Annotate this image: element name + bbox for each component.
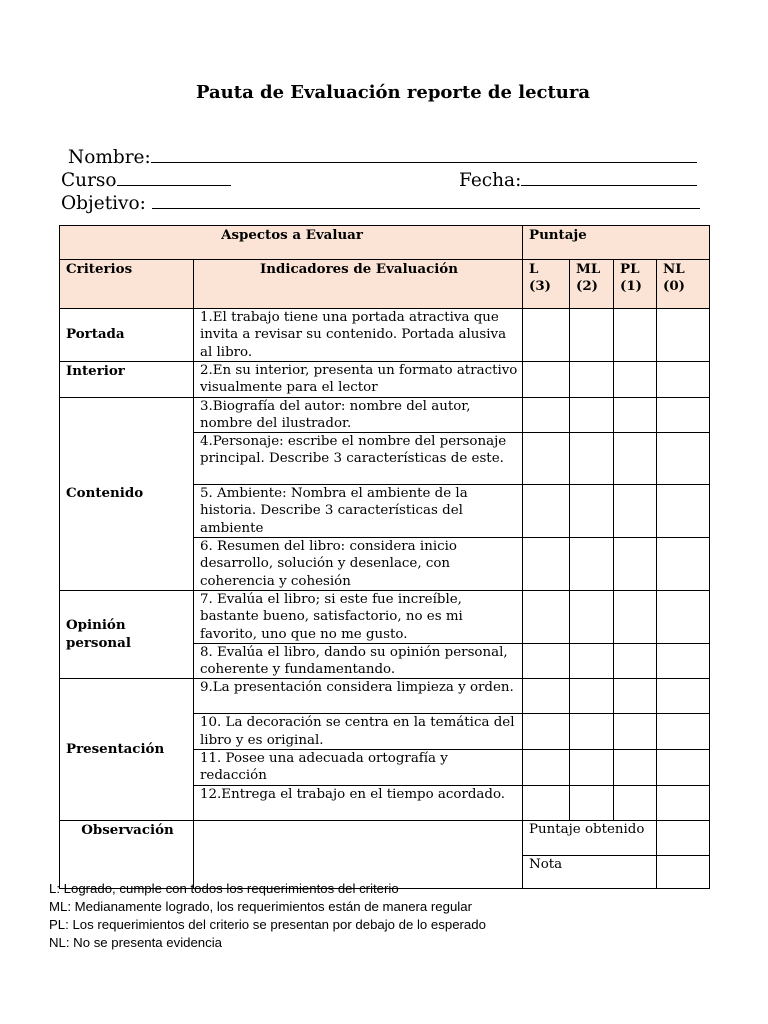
score-cell[interactable]	[523, 397, 570, 433]
score-cell[interactable]	[657, 643, 710, 679]
score-cell[interactable]	[657, 750, 710, 786]
criterion-presentacion: Presentación	[60, 679, 194, 820]
indicator-2: 2.En su interior, presenta un formato atractivo visualmente para el lector	[194, 362, 523, 398]
score-cell[interactable]	[523, 714, 570, 750]
level-header-l: L (3)	[523, 260, 570, 309]
criterion-contenido: Contenido	[60, 397, 194, 590]
table-row	[60, 309, 710, 362]
header-row-levels	[60, 260, 710, 309]
score-cell[interactable]	[570, 750, 614, 786]
score-cell[interactable]	[614, 590, 657, 643]
score-cell[interactable]	[523, 590, 570, 643]
score-cell[interactable]	[614, 309, 657, 362]
score-cell[interactable]	[614, 785, 657, 820]
score-cell[interactable]	[614, 433, 657, 485]
score-cell[interactable]	[523, 309, 570, 362]
score-cell[interactable]	[570, 590, 614, 643]
header-row-aspects	[60, 226, 710, 260]
name-field[interactable]	[68, 145, 697, 169]
observation-input[interactable]	[194, 820, 523, 888]
table-row	[60, 590, 710, 643]
score-cell[interactable]	[657, 362, 710, 398]
score-cell[interactable]	[657, 679, 710, 714]
level-header-pl: PL (1)	[614, 260, 657, 309]
indicator-6: 6. Resumen del libro: considera inicio desarrollo, solución y desenlace, con coherencia y cohesión	[194, 538, 523, 591]
score-cell[interactable]	[570, 679, 614, 714]
score-cell[interactable]	[570, 485, 614, 538]
score-cell[interactable]	[570, 785, 614, 820]
criteria-header: Criterios	[60, 260, 194, 309]
score-cell[interactable]	[614, 643, 657, 679]
indicator-7: 7. Evalúa el libro; si este fue increíble, bastante bueno, satisfactorio, no es mi favorito, uno que no me gusto.	[194, 590, 523, 643]
legend-item-pl: PL: Los requerimientos del criterio se presentan por debajo de lo esperado	[49, 917, 486, 932]
level-header-nl: NL (0)	[657, 260, 710, 309]
legend-item-nl: NL: No se presenta evidencia	[49, 935, 223, 950]
score-cell[interactable]	[614, 397, 657, 433]
table-row	[60, 397, 710, 433]
score-cell[interactable]	[570, 643, 614, 679]
course-field[interactable]	[61, 168, 231, 192]
score-cell[interactable]	[614, 679, 657, 714]
score-cell[interactable]	[523, 433, 570, 485]
observation-row	[60, 820, 710, 855]
score-cell[interactable]	[523, 785, 570, 820]
score-obtained-input[interactable]	[657, 820, 710, 855]
document-title: Pauta de Evaluación reporte de lectura	[195, 82, 591, 103]
score-cell[interactable]	[570, 309, 614, 362]
indicator-9: 9.La presentación considera limpieza y orden.	[194, 679, 523, 714]
level-header-ml: ML (2)	[570, 260, 614, 309]
indicator-8: 8. Evalúa el libro, dando su opinión personal, coherente y fundamentando.	[194, 643, 523, 679]
score-cell[interactable]	[570, 714, 614, 750]
table-row	[60, 679, 710, 714]
name-label: Nombre:	[68, 147, 151, 168]
score-cell[interactable]	[570, 538, 614, 591]
objective-label: Objetivo:	[61, 193, 146, 214]
indicator-3: 3.Biografía del autor: nombre del autor, nombre del ilustrador.	[194, 397, 523, 433]
score-cell[interactable]	[523, 679, 570, 714]
legend-item-l: L: Logrado, cumple con todos los requerimientos del criterio	[49, 881, 399, 896]
indicator-12: 12.Entrega el trabajo en el tiempo acordado.	[194, 785, 523, 820]
score-cell[interactable]	[570, 397, 614, 433]
score-cell[interactable]	[523, 643, 570, 679]
score-cell[interactable]	[523, 485, 570, 538]
date-label: Fecha:	[459, 170, 522, 191]
score-header: Puntaje	[523, 226, 710, 260]
criterion-interior: Interior	[60, 362, 194, 398]
score-cell[interactable]	[523, 362, 570, 398]
score-cell[interactable]	[657, 785, 710, 820]
grade-input[interactable]	[657, 855, 710, 888]
score-cell[interactable]	[523, 750, 570, 786]
score-cell[interactable]	[657, 309, 710, 362]
indicator-11: 11. Posee una adecuada ortografía y redacción	[194, 750, 523, 786]
score-cell[interactable]	[657, 397, 710, 433]
score-cell[interactable]	[570, 362, 614, 398]
date-field[interactable]	[459, 168, 697, 192]
score-cell[interactable]	[657, 590, 710, 643]
indicator-10: 10. La decoración se centra en la temática del libro y es original.	[194, 714, 523, 750]
indicators-header: Indicadores de Evaluación	[194, 260, 523, 309]
score-obtained-label: Puntaje obtenido	[523, 820, 657, 855]
objective-field[interactable]	[61, 191, 700, 215]
score-cell[interactable]	[614, 538, 657, 591]
indicator-1: 1.El trabajo tiene una portada atractiva que invita a revisar su contenido. Portada alusiva al libro.	[194, 309, 523, 362]
rubric-table	[59, 225, 710, 889]
score-cell[interactable]	[657, 714, 710, 750]
score-cell[interactable]	[614, 714, 657, 750]
indicator-4: 4.Personaje: escribe el nombre del personaje principal. Describe 3 características de este.	[194, 433, 523, 485]
table-row	[60, 362, 710, 398]
score-cell[interactable]	[614, 750, 657, 786]
score-cell[interactable]	[523, 538, 570, 591]
criterion-portada: Portada	[60, 309, 194, 362]
observation-label: Observación	[60, 820, 194, 888]
criterion-opinion: Opinión personal	[60, 590, 194, 678]
score-cell[interactable]	[657, 485, 710, 538]
aspects-header: Aspectos a Evaluar	[60, 226, 523, 260]
legend	[49, 880, 486, 952]
indicator-5: 5. Ambiente: Nombra el ambiente de la historia. Describe 3 características del ambiente	[194, 485, 523, 538]
score-cell[interactable]	[570, 433, 614, 485]
score-cell[interactable]	[614, 485, 657, 538]
score-cell[interactable]	[657, 433, 710, 485]
legend-item-ml: ML: Medianamente logrado, los requerimientos están de manera regular	[49, 899, 472, 914]
course-label: Curso	[61, 170, 117, 191]
score-cell[interactable]	[657, 538, 710, 591]
grade-label: Nota	[523, 855, 657, 888]
score-cell[interactable]	[614, 362, 657, 398]
